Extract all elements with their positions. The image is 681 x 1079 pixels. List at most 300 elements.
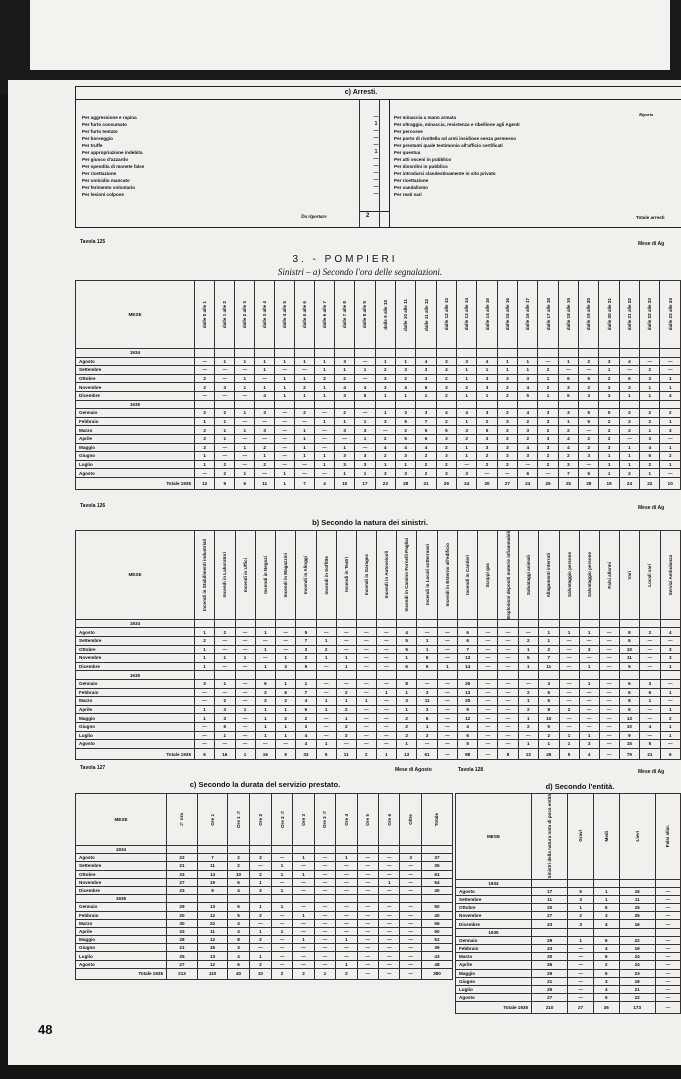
- tav126-cell: —: [215, 740, 235, 749]
- tav126-cell: 1: [559, 731, 579, 740]
- tav127-cell: —: [314, 952, 335, 960]
- arresti-right-item: Per percosse: [394, 129, 423, 134]
- tav125-cell: 5: [396, 417, 416, 426]
- tav127-col-header: [400, 794, 421, 846]
- tav127-cell: 50: [421, 927, 452, 935]
- tav127-cell: —: [357, 960, 378, 968]
- tav125-cell: 2: [518, 434, 538, 443]
- tav125-cell: 6: [579, 417, 599, 426]
- tav128-cell: 15: [619, 904, 655, 912]
- empty-cell: [276, 619, 296, 628]
- empty-cell: [437, 619, 457, 628]
- tav128-title: d) Secondo l'entità.: [545, 782, 615, 791]
- tav125-cell: —: [619, 434, 639, 443]
- tav127-cell: —: [293, 927, 314, 935]
- previous-page-edge: [30, 0, 670, 70]
- tav125-cell: 1: [255, 357, 275, 366]
- tav125-cell: 1: [275, 357, 295, 366]
- tav127-cell: 29: [167, 903, 198, 911]
- tav125-cell: 2: [195, 434, 215, 443]
- tav125-cell: 2: [538, 426, 558, 435]
- tav125-col-header: [477, 281, 497, 349]
- tav125-cell: 6: [558, 391, 578, 400]
- tav126-cell: —: [276, 740, 296, 749]
- tav127-cell: 13: [197, 952, 227, 960]
- tav126-col-label: Falsi allarmi: [606, 561, 612, 589]
- tav126-cell: 1: [396, 654, 416, 663]
- tav126-cell: —: [478, 714, 498, 723]
- tav125-col-header: [255, 281, 275, 349]
- tav126-cell: 1: [255, 722, 275, 731]
- empty-cell: [355, 349, 375, 358]
- tav126-cell: —: [255, 654, 275, 663]
- tav125-cell: 3: [375, 374, 395, 383]
- tav126-cell: 1: [640, 697, 660, 706]
- tav127-cell: —: [357, 870, 378, 878]
- tav126-cell: —: [235, 645, 255, 654]
- tav126-cell: —: [376, 705, 396, 714]
- tav125-cell: 3: [579, 391, 599, 400]
- tav126-cell: 4: [457, 722, 477, 731]
- tav125-col-header: [195, 281, 215, 349]
- tav127-cell: —: [379, 960, 400, 968]
- tav126-cell: —: [599, 697, 619, 706]
- tav127-cell: 20: [167, 911, 198, 919]
- tav125-cell: 5: [396, 434, 416, 443]
- tav126-cell: —: [437, 740, 457, 749]
- tav125-cell: 2: [599, 434, 619, 443]
- tav126-col-label: Servizi Ambulanza: [667, 554, 673, 596]
- tav126-cell: 2: [417, 731, 437, 740]
- tav125-col-label: dalle 6 alle 7: [322, 300, 327, 329]
- tav126-total-cell: —: [437, 748, 457, 760]
- tav126-cell: —: [559, 654, 579, 663]
- tav125-cell: 3: [255, 426, 275, 435]
- tav126-cell: 3: [579, 645, 599, 654]
- tav127-cell: —: [400, 936, 421, 944]
- tav126-cell: 3: [579, 740, 599, 749]
- tav125-col-header: [457, 281, 477, 349]
- tav126-cell: 6: [417, 714, 437, 723]
- tav126-col-label: Incendi in Uffici: [242, 557, 248, 592]
- empty-cell: [532, 879, 568, 887]
- tav125-cell: 1: [477, 366, 497, 375]
- tav125-year: 1935: [76, 400, 195, 409]
- tav126-cell: —: [376, 637, 396, 646]
- arresti-left-item: Per giuoco d'azzardo: [82, 157, 129, 162]
- table-row: [456, 912, 681, 920]
- tav127-col-header: [228, 794, 250, 846]
- tav127-cell: —: [357, 878, 378, 886]
- tav126-cell: —: [255, 637, 275, 646]
- tav125-cell: 2: [477, 417, 497, 426]
- tav126-cell: —: [478, 662, 498, 671]
- tav126-cell: 3: [276, 662, 296, 671]
- tav125-cell: 1: [619, 391, 639, 400]
- tav126-total-cell: 6: [195, 748, 215, 760]
- tav125-cell: 2: [558, 426, 578, 435]
- tav126-cell: 4: [296, 731, 316, 740]
- tav127-cell: 28: [167, 936, 198, 944]
- tav127-cell: 52: [421, 936, 452, 944]
- tav125-cell: —: [235, 460, 255, 469]
- tav125-cell: —: [295, 366, 315, 375]
- tav128-cell: 4: [593, 945, 619, 953]
- tav128-cell: 19: [619, 945, 655, 953]
- tav125-col-label: dalle 4 alle 5: [282, 300, 288, 329]
- empty-cell: [296, 619, 316, 628]
- tav126-cell: —: [215, 662, 235, 671]
- tav127-cell: —: [336, 886, 357, 894]
- tav126-total-cell: 5: [316, 748, 336, 760]
- tav126-cell: —: [559, 714, 579, 723]
- tav125-cell: —: [315, 409, 335, 418]
- tav127-total-cell: 380: [421, 968, 452, 979]
- tav125-cell: 6: [579, 469, 599, 478]
- tav125-cell: 5: [355, 391, 375, 400]
- tav127-cell: 3: [400, 854, 421, 862]
- tav125-cell: 1: [558, 417, 578, 426]
- tav125-month-label: Febbraio: [76, 417, 195, 426]
- tav126-col-header: [356, 531, 376, 620]
- tav125-cell: 3: [436, 357, 456, 366]
- tav125-cell: 2: [416, 469, 436, 478]
- tav126-cell: 6: [296, 705, 316, 714]
- tav127-cell: 3: [249, 854, 271, 862]
- tav127-cell: 21: [167, 944, 198, 952]
- tav125-col-header: [375, 281, 395, 349]
- tav125-cell: 3: [640, 374, 660, 383]
- table-row: [76, 919, 453, 927]
- tav125-cell: 2: [558, 452, 578, 461]
- tav125-cell: —: [538, 357, 558, 366]
- tav126-month-label: Gennaio: [76, 679, 195, 688]
- empty-cell: [599, 349, 619, 358]
- tav125-month-label: Luglio: [76, 460, 195, 469]
- tav125-total-cell: 19: [599, 477, 619, 489]
- page-number: 48: [38, 1022, 53, 1037]
- tav128-month-label: Agosto: [456, 887, 532, 895]
- tav125-cell: —: [315, 443, 335, 452]
- empty-cell: [296, 671, 316, 680]
- table-row: [76, 870, 453, 878]
- tav126-col-header: [437, 531, 457, 620]
- arresti-right-item: Per vandalismo: [394, 185, 428, 190]
- tav128-month-label: Ottobre: [456, 904, 532, 912]
- tav125-cell: 3: [599, 383, 619, 392]
- tav126-col-label: Locali vari: [647, 563, 653, 587]
- arresti-right-item: Per atti osceni in pubblico: [394, 157, 452, 162]
- tav125-col-header: [396, 281, 416, 349]
- tav125-month-label: Agosto: [76, 469, 195, 478]
- tav127-cell: —: [400, 870, 421, 878]
- tav125-col-label: dalle 14 alle 15: [484, 298, 490, 331]
- empty-cell: [295, 349, 315, 358]
- tav125-cell: 2: [497, 409, 517, 418]
- arresti-right-item: Per disordini in pubblico: [394, 164, 448, 169]
- tav126-cell: 13: [457, 688, 477, 697]
- tav126-total-cell: —: [478, 748, 498, 760]
- tav126-cell: 1: [336, 654, 356, 663]
- tav125-cell: 2: [416, 460, 436, 469]
- tav125-total-cell: 28: [396, 477, 416, 489]
- tav126-cell: 1: [276, 722, 296, 731]
- tav125-total-cell: 11: [255, 477, 275, 489]
- arresti-left-item: Per truffe: [82, 143, 103, 148]
- tav126-cell: —: [559, 697, 579, 706]
- tav126-total-cell: 16: [255, 748, 275, 760]
- empty-cell: [457, 400, 477, 409]
- empty-cell: [195, 400, 215, 409]
- tav125-cell: 1: [375, 409, 395, 418]
- tav127-cell: 23: [167, 886, 198, 894]
- arresti-left-value: —: [373, 156, 379, 162]
- tav126-month-label: Agosto: [76, 740, 195, 749]
- tav126-cell: —: [215, 688, 235, 697]
- empty-cell: [228, 895, 250, 903]
- tav125-total-cell: 29: [436, 477, 456, 489]
- arresti-right-item: Per oltraggio, minaccia, resistenza e ribellione agli Agenti: [394, 122, 520, 127]
- tav126-total-cell: 33: [296, 748, 316, 760]
- empty-cell: [518, 349, 538, 358]
- tav126-month-label: Aprile: [76, 705, 195, 714]
- tav125-cell: —: [295, 460, 315, 469]
- tav125-month: Mese di Ag: [638, 241, 665, 247]
- tav127-cell: —: [379, 919, 400, 927]
- tav126-cell: —: [336, 628, 356, 637]
- arresti-left-item: Per lesioni colpose: [82, 192, 124, 197]
- tav126-cell: 2: [336, 705, 356, 714]
- tav126-cell: 2: [195, 637, 215, 646]
- tav127-cell: —: [400, 878, 421, 886]
- arresti-da-riportare: Da riportare: [301, 215, 327, 220]
- tav125-cell: 2: [295, 409, 315, 418]
- tav125-cell: 3: [255, 409, 275, 418]
- tav128-cell: 30: [532, 953, 568, 961]
- tav125-cell: —: [235, 452, 255, 461]
- tav125-cell: 2: [640, 409, 660, 418]
- table-row: [76, 409, 681, 418]
- empty-cell: [477, 400, 497, 409]
- tav126-col-header: [195, 531, 215, 620]
- tav125-cell: 2: [396, 374, 416, 383]
- tav125-cell: 1: [660, 460, 681, 469]
- tav125-cell: 2: [660, 452, 681, 461]
- tav126-cell: —: [498, 722, 518, 731]
- table-row: [76, 862, 453, 870]
- tav126-cell: 1: [417, 722, 437, 731]
- empty-cell: [271, 895, 292, 903]
- tav126-cell: —: [498, 637, 518, 646]
- tav126-cell: —: [195, 688, 215, 697]
- tav127-total-label: Totale 1935: [76, 968, 167, 979]
- tav125-cell: 2: [579, 434, 599, 443]
- empty-cell: [436, 349, 456, 358]
- tav128-cell: —: [655, 920, 680, 928]
- empty-cell: [271, 846, 292, 854]
- tav126-cell: —: [579, 688, 599, 697]
- tav125-cell: 2: [295, 383, 315, 392]
- tav127-cell: —: [336, 944, 357, 952]
- tav128-year: 1935: [456, 928, 532, 936]
- tav127-cell: —: [314, 903, 335, 911]
- tav127-cell: —: [400, 903, 421, 911]
- tav125-cell: 2: [599, 417, 619, 426]
- tav125-cell: 3: [599, 357, 619, 366]
- tav126-cell: —: [336, 637, 356, 646]
- tav126-total-cell: 1: [235, 748, 255, 760]
- table-row: [76, 740, 681, 749]
- tav126-cell: —: [276, 637, 296, 646]
- tav127-col-label: Oltre: [408, 814, 414, 825]
- tav125-cell: —: [195, 366, 215, 375]
- tav125-cell: 1: [275, 383, 295, 392]
- tav125-cell: 2: [255, 443, 275, 452]
- tav125-cell: 1: [215, 426, 235, 435]
- tav125-month-label: Giugno: [76, 452, 195, 461]
- empty-cell: [167, 895, 198, 903]
- tav125-cell: 1: [640, 391, 660, 400]
- empty-cell: [315, 400, 335, 409]
- tav125-cell: 1: [334, 417, 354, 426]
- tav125-cell: 1: [457, 443, 477, 452]
- tav126-cell: —: [498, 654, 518, 663]
- arresti-right-item: Per porto di rivoltella od armi insidiose senza permesso: [394, 136, 517, 141]
- tav126-month-label: Marzo: [76, 697, 195, 706]
- tav126-cell: —: [579, 705, 599, 714]
- tav125-cell: 2: [599, 426, 619, 435]
- tav127-cell: 9: [197, 886, 227, 894]
- tav126-cell: 1: [579, 679, 599, 688]
- empty-cell: [593, 879, 619, 887]
- arresti-left-value: —: [373, 184, 379, 190]
- tav126-cell: 6: [255, 679, 275, 688]
- tav127-cell: —: [379, 936, 400, 944]
- tav125-cell: 2: [195, 374, 215, 383]
- tav126-col-label: Incendi in Garages: [363, 554, 369, 596]
- empty-cell: [416, 400, 436, 409]
- tav126-cell: —: [276, 628, 296, 637]
- tav127-cell: 22: [197, 919, 227, 927]
- tav126-cell: 3: [660, 645, 680, 654]
- tav125-cell: 1: [660, 383, 681, 392]
- table-row: [456, 904, 681, 912]
- tav128-month-label: Agosto: [456, 994, 532, 1002]
- tav126-total-cell: 2: [356, 748, 376, 760]
- tav125-cell: 3: [334, 391, 354, 400]
- tav126-cell: —: [579, 654, 599, 663]
- tav125-cell: —: [235, 391, 255, 400]
- tav125-cell: 2: [579, 357, 599, 366]
- tav125-cell: 1: [619, 452, 639, 461]
- tav126-cell: —: [376, 679, 396, 688]
- tav126-cell: 2: [255, 697, 275, 706]
- empty-cell: [655, 879, 680, 887]
- empty-cell: [215, 671, 235, 680]
- tav126-col-header: [417, 531, 437, 620]
- tav126-col-label: Salvataggi animali: [525, 554, 531, 595]
- tav128-cell: 16: [619, 887, 655, 895]
- empty-cell: [195, 619, 215, 628]
- tav125-cell: 3: [477, 443, 497, 452]
- tav128-cell: 4: [593, 920, 619, 928]
- tav128-col-header: [532, 794, 568, 880]
- tav126-cell: 10: [619, 645, 639, 654]
- tav127-cell: 1: [271, 927, 292, 935]
- tav126-cell: 1: [255, 731, 275, 740]
- tav128-cell: 11: [619, 895, 655, 903]
- tav126-cell: —: [235, 722, 255, 731]
- tav126-cell: 1: [660, 722, 680, 731]
- tav126-cell: 1: [316, 654, 336, 663]
- tav126-cell: —: [437, 637, 457, 646]
- empty-cell: [235, 619, 255, 628]
- arresti-left-value: 1: [374, 121, 378, 127]
- tav126-cell: 1: [660, 731, 680, 740]
- table-row: [76, 645, 681, 654]
- tav126-cell: —: [660, 679, 680, 688]
- tav125-cell: 2: [315, 374, 335, 383]
- tav126-cell: 9: [619, 731, 639, 740]
- tav125-cell: 1: [375, 357, 395, 366]
- tav127-cell: —: [379, 870, 400, 878]
- empty-cell: [396, 349, 416, 358]
- tav126-cell: 1: [539, 637, 559, 646]
- tav126-cell: 3: [396, 697, 416, 706]
- tav125-cell: 1: [295, 357, 315, 366]
- tav128-cell: —: [655, 969, 680, 977]
- tav126-cell: 2: [539, 645, 559, 654]
- tav127-cell: 50: [421, 903, 452, 911]
- tav126-col-header: [498, 531, 518, 620]
- empty-cell: [355, 400, 375, 409]
- tav125-month-label: Gennaio: [76, 409, 195, 418]
- tav126-cell: 4: [640, 722, 660, 731]
- tav126-cell: —: [356, 654, 376, 663]
- tav125-cell: —: [275, 417, 295, 426]
- tav126-cell: —: [498, 714, 518, 723]
- tav125-cell: 3: [518, 426, 538, 435]
- tav126-col-header: [276, 531, 296, 620]
- tav127-cell: —: [293, 960, 314, 968]
- tav125-cell: —: [558, 366, 578, 375]
- tav128-cell: 27: [532, 912, 568, 920]
- tav125-cell: —: [215, 452, 235, 461]
- arresti-left-value: —: [373, 128, 379, 134]
- tav126-col-header: [255, 531, 275, 620]
- empty-cell: [167, 846, 198, 854]
- tav127-cell: —: [357, 886, 378, 894]
- tav126-cell: 2: [518, 705, 538, 714]
- table-row: [76, 697, 681, 706]
- tav125-cell: 3: [599, 391, 619, 400]
- table-row: [76, 688, 681, 697]
- tav125-cell: 3: [436, 469, 456, 478]
- tav126-cell: —: [376, 731, 396, 740]
- empty-cell: [599, 400, 619, 409]
- empty-cell: [235, 349, 255, 358]
- tav128-cell: —: [568, 985, 594, 993]
- tav126-cell: 5: [457, 740, 477, 749]
- tav128-cell: 2: [593, 961, 619, 969]
- tav126-cell: 8: [619, 697, 639, 706]
- tav127-cell: 3: [249, 886, 271, 894]
- arresti-left-item: Per furto consumato: [82, 122, 127, 127]
- tav126-cell: 2: [276, 697, 296, 706]
- tav125-cell: 5: [416, 426, 436, 435]
- empty-cell: [619, 671, 639, 680]
- tav127-cell: —: [400, 886, 421, 894]
